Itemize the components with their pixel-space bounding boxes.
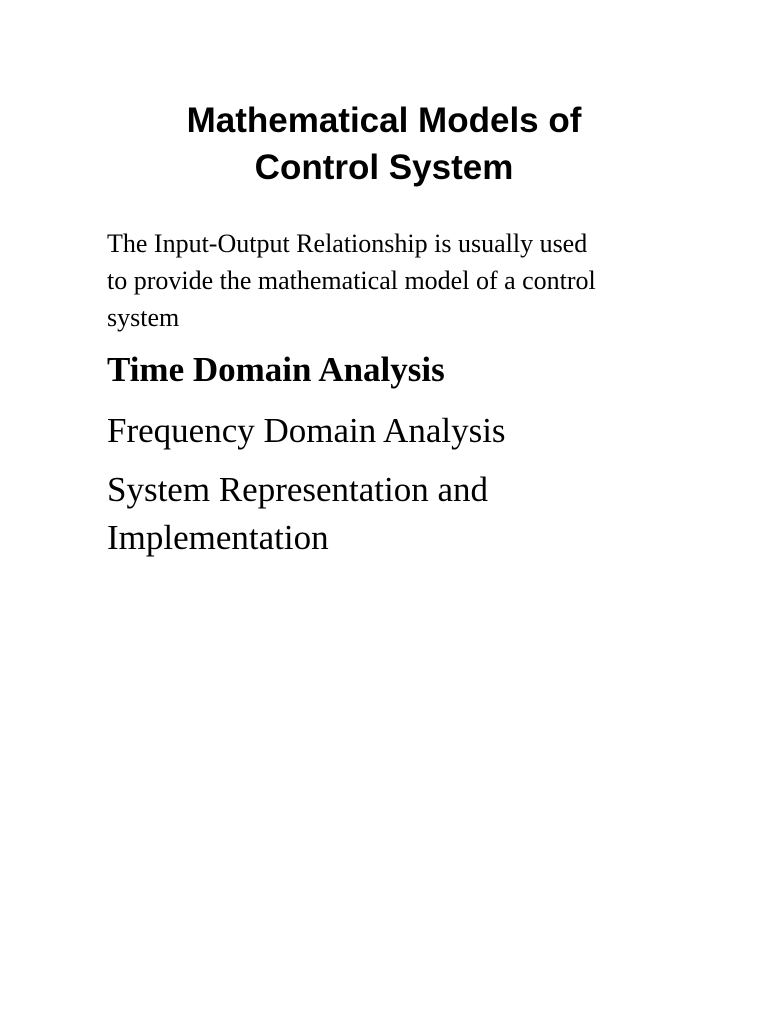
slide-title — [0, 97, 768, 191]
slide-title-line-2: Control System — [254, 148, 514, 187]
intro-line-1: The Input-Output Relationship is usually used — [107, 229, 588, 258]
intro-paragraph — [107, 225, 747, 336]
topic-time-domain-analysis: Time Domain Analysis — [107, 350, 445, 389]
topic-frequency-domain-analysis: Frequency Domain Analysis — [107, 411, 506, 450]
topic-system-representation-line-2: Implementation — [107, 518, 329, 557]
slide-title-line-1: Mathematical Models of — [186, 101, 582, 140]
intro-line-2: to provide the mathematical model of a control — [107, 266, 596, 295]
topic-system-representation — [107, 466, 488, 562]
intro-line-3: system — [107, 303, 180, 332]
topic-system-representation-line-1: System Representation and — [107, 470, 489, 509]
